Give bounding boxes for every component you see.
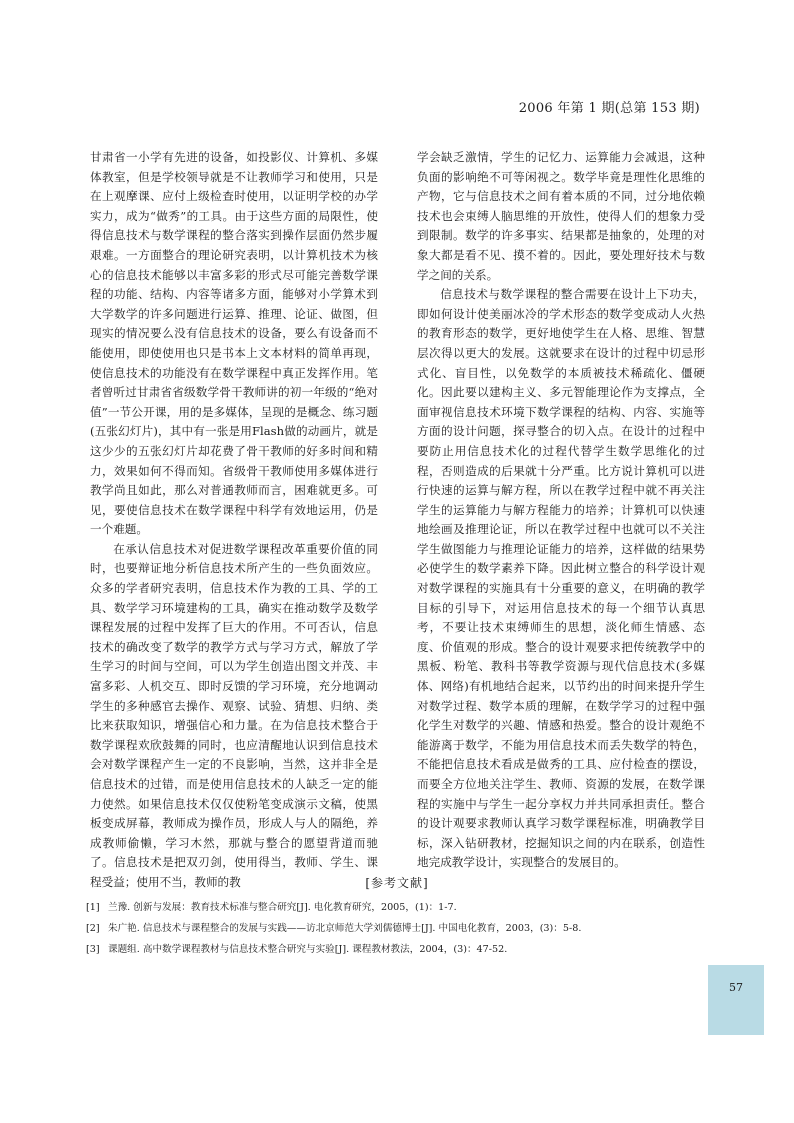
references-heading: [参考文献] bbox=[365, 876, 429, 890]
body-paragraph: 学会缺乏激情，学生的记忆力、运算能力会减退，这种负面的影响绝不可等闲视之。数学毕竟是理性化思维的产物，它与信息技术之间有着本质的不同，过分地依赖技术也会束缚人脑思维的开放性，使得人们的想象力受到限制。数学的许多事实、结果都是抽象的，处理的对象大都是看不见、摸不着的。因此，要处理好技术与数学之间的关系。 bbox=[417, 150, 705, 282]
body-paragraph: 信息技术与数学课程的整合需要在设计上下功夫，即如何设计使美丽冰冷的学术形态的数学变成动人火热的教育形态的数学，更好地使学生在人格、思维、智慧层次得以更大的发展。这就要求在设计的过程中切忌形式化、盲目性，以免数学的本质被技术稀疏化、僵硬化。因此要以建构主义、多元智能理论作为支撑点，全面审视信息技术环境下数学课程的结构、内容、实施等方面的设计问题，探寻整合的切入点。在设计的过程中要防止用信息技术化的过程代替学生数学思维化的过程，否则造成的后果就十分严重。比方说计算机可以进行快速的运算与解方程，所以在教学过程中就不再关注学生的运算能力与解方程能力的培养；计算机可以快速地绘画及推理论证，所以在教学过程中也就可以不关注学生做图能力与推理论证能力的培养，这样做的结果势必使学生的数学素养下降。因此树立整合的科学设计观对数学课程的实施具有十分重要的意义，在明确的教学目标的引导下，对运用信息技术的每一个细节认真思考，不要让技术束缚师生的思想，淡化师生情感、态度、价值观的形成。整合的设计观要求把传统教学中的黑板、粉笔、教科书等教学资源与现代信息技术(多媒体、网络)有机地结合起来，以节约出的时间来提升学生对数学过程、数学本质的理解，在数学学习的过程中强化学生对数学的兴趣、情感和热爱。整合的设计观绝不能游离于数学，不能为用信息技术而丢失数学的特色，不能把信息技术看成是做秀的工具、应付检查的摆设，而要全方位地关注学生、教师、资源的发展，在数学课程的实施中与学生一起分享权力并共同承担责任。整合的设计观要求教师认真学习数学课程标准，明确教学目标，深入钻研教材，挖掘知识之间的内在联系，创造性地完成教学设计，实现整合的发展目的。 bbox=[417, 287, 705, 870]
page-number-tab bbox=[708, 965, 764, 1035]
reference-text: 课题组. 高中数学课程教材与信息技术整合研究与实验[J]. 课程教材教法，2004，(3)：47-52. bbox=[108, 944, 508, 955]
right-column bbox=[417, 148, 705, 873]
reference-number: [1] bbox=[86, 902, 100, 913]
reference-number: [3] bbox=[86, 944, 100, 955]
reference-number: [2] bbox=[86, 923, 100, 934]
reference-text: 兰豫. 创新与发展：教育技术标准与整合研究[J]. 电化教育研究，2005，(1)：1-7. bbox=[108, 902, 457, 913]
body-paragraph: 甘肃省一小学有先进的设备，如投影仪、计算机、多媒体教室，但是学校领导就是不让教师学习和使用，只是在上观摩课、应付上级检查时使用，以证明学校的办学实力，成为“做秀”的工具。由于这些方面的局限性，使得信息技术与数学课程的整合落实到操作层面仍然步履艰难。一方面整合的理论研究表明，以计算机技术为核心的信息技术能够以丰富多彩的形式尽可能完善数学课程的功能、结构、内容等诸多方面，能够对小学算术到大学数学的许多问题进行运算、推理、论证、做图，但现实的情况要么没有信息技术的设备，要么有设备而不能使用，即使使用也只是书本上文本材料的简单再现，使信息技术的功能没有在数学课程中真正发挥作用。笔者曾听过甘肃省省级数学骨干教师讲的初一年级的“绝对值”一节公开课，用的是多媒体，呈现的是概念、练习题(五张幻灯片)，其中有一张是用Flash做的动画片，就是这少少的五张幻灯片却花费了骨干教师的好多时间和精力，效果如何不得而知。省级骨干教师使用多媒体进行教学尚且如此，那么对普通教师而言，困难就更多。可见，要使信息技术在数学课程中科学有效地运用，仍是一个难题。 bbox=[90, 150, 378, 537]
left-column bbox=[90, 148, 378, 893]
reference-item bbox=[86, 918, 726, 939]
reference-text: 朱广艳. 信息技术与课程整合的发展与实践——访北京师范大学刘儒德博士[J]. 中国电化教育，2003，(3)：5-8. bbox=[108, 923, 582, 934]
issue-header: 2006 年第 1 期(总第 153 期) bbox=[518, 101, 700, 116]
reference-list bbox=[86, 897, 726, 960]
body-paragraph: 在承认信息技术对促进数学课程改革重要价值的同时，也要辩证地分析信息技术所产生的一些负面效应。众多的学者研究表明，信息技术作为教的工具、学的工具、数学学习环境建构的工具，确实在推动数学及数学课程发展的过程中发挥了巨大的作用。不可否认，信息技术的确改变了数学的教学方式与学习方式，解放了学生学习的时间与空间，可以为学生创造出图文并茂、丰富多彩、人机交互、即时反馈的学习环境，充分地调动学生的多种感官去操作、观察、试验、猜想、归纳、类比来获取知识，增强信心和力量。在为信息技术整合于数学课程欢欣鼓舞的同时，也应清醒地认识到信息技术会对数学课程产生一定的不良影响，当然，这并非全是信息技术的过错，而是使用信息技术的人缺乏一定的能力使然。如果信息技术仅仅使粉笔变成演示文稿，使黑板变成屏幕，教师成为操作员，形成人与人的隔绝，养成教师偷懒，学习木然，那就与整合的愿望背道而驰了。信息技术是把双刃剑，使用得当，教师、学生、课程受益；使用不当，教师的教 bbox=[90, 541, 378, 889]
reference-item bbox=[86, 897, 726, 918]
page-number: 57 bbox=[729, 981, 743, 994]
reference-item bbox=[86, 939, 726, 960]
